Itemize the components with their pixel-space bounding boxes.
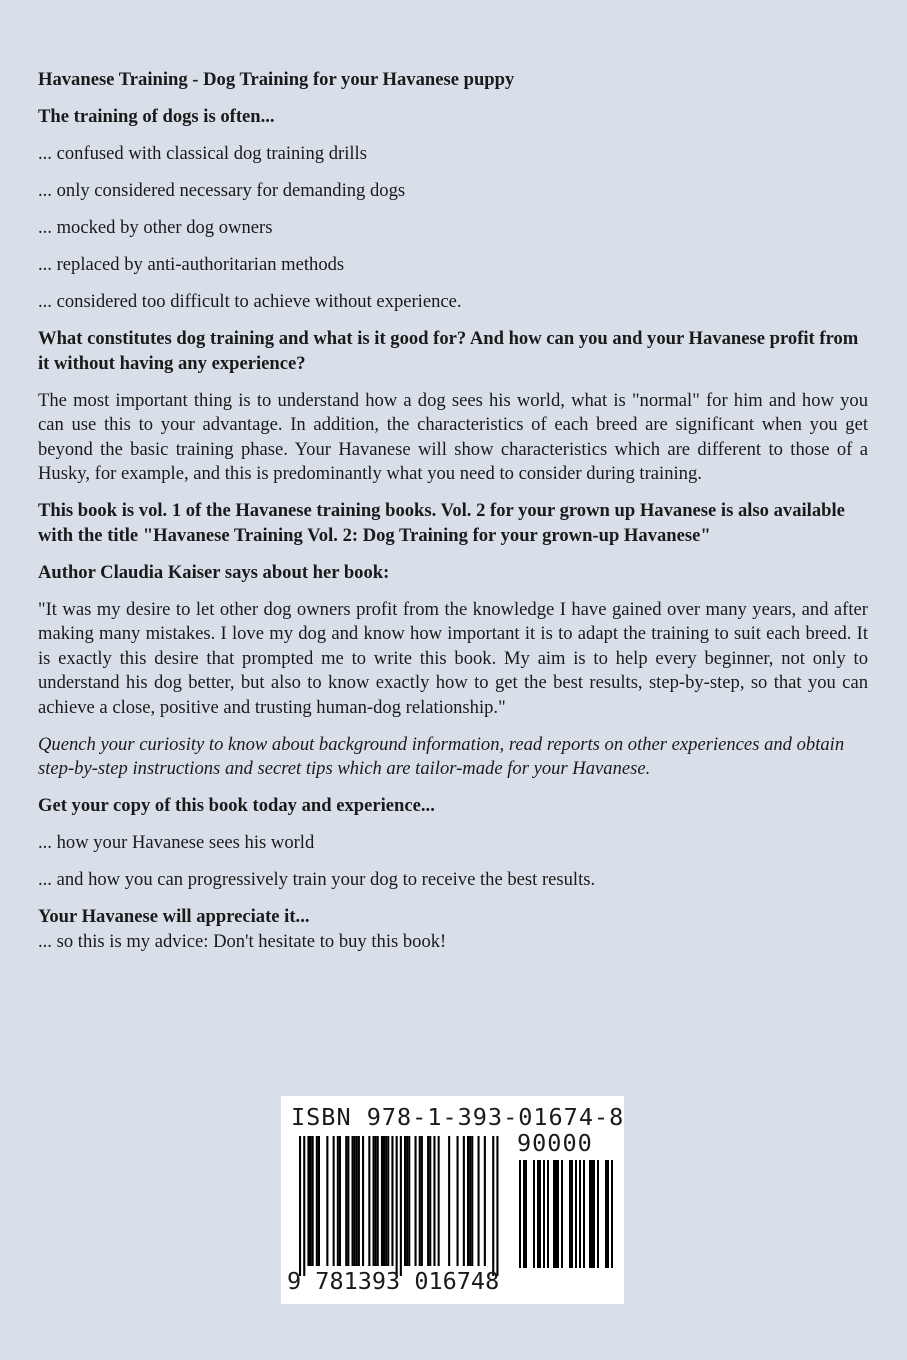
barcode-bar [345,1136,347,1266]
body-paragraph: The most important thing is to understand how a dog sees his world, what is "normal" for him and how you can use this to your advantage. In addition, the characteristics of each breed are significant when you get beyond the basic training phase. Your Havanese will show characteristics which are different to those of a Husky, for example, and this is predominantly what you need to consider during training. [38,389,868,484]
addon-bar [557,1160,559,1268]
addon-bar [547,1160,549,1268]
barcode-bar [362,1136,364,1266]
barcode-bar [385,1136,387,1266]
barcode-bar [387,1136,389,1266]
barcode-bar [303,1136,305,1276]
barcode-bar [352,1136,354,1266]
barcode-bar [333,1136,335,1266]
barcode-bar [492,1136,494,1276]
intro-heading: The training of dogs is often... [38,106,275,127]
barcode-bar [484,1136,486,1266]
addon-bar [607,1160,609,1268]
barcode-bar [467,1136,469,1266]
barcode-bar [478,1136,480,1266]
addon-bar [561,1160,563,1268]
barcode-bar [396,1136,398,1276]
addon-bar [605,1160,607,1268]
barcode-bar [438,1136,440,1266]
barcode-bar [358,1136,360,1266]
barcode-bar [354,1136,356,1266]
book-title: Havanese Training - Dog Training for your Havanese puppy [38,69,515,90]
addon-bar [579,1160,581,1268]
barcode-bar [381,1136,383,1266]
barcode-bar [415,1136,417,1266]
barcode-bar [419,1136,421,1266]
cta-item: ... how your Havanese sees his world [38,832,315,853]
addon-bar [519,1160,521,1268]
closing-line: ... so this is my advice: Don't hesitate to buy this book! [38,930,447,952]
back-cover-text [38,68,868,967]
italic-note: Quench your curiosity to know about background information, read reports on other experiences and obtain step-by-step instructions and secret tips which are tailor-made for your Havanese. [38,733,845,779]
barcode-bar [408,1136,410,1266]
barcode-bar [463,1136,465,1266]
barcode-bar [307,1136,309,1266]
barcode-bar [368,1136,370,1266]
intro-item: ... considered too difficult to achieve without experience. [38,291,462,312]
barcode-bar [421,1136,423,1266]
addon-bar [589,1160,591,1268]
intro-item: ... mocked by other dog owners [38,217,273,238]
addon-bar [591,1160,593,1268]
barcode-bar [383,1136,385,1266]
addon-bar [533,1160,535,1268]
barcode-bar [318,1136,320,1266]
addon-bar [539,1160,541,1268]
barcode-bar [429,1136,431,1266]
isbn-barcode [281,1096,624,1304]
addon-bar [611,1160,613,1268]
barcode-bar [310,1136,312,1266]
barcode-bar [400,1136,402,1276]
barcode-bar [316,1136,318,1266]
isbn-label: ISBN 978-1-393-01674-8 [291,1103,625,1131]
author-heading: Author Claudia Kaiser says about her book: [38,561,390,583]
cta-heading: Get your copy of this book today and experience... [38,795,435,816]
addon-bar [553,1160,555,1268]
addon-digits: 90000 [517,1129,593,1157]
addon-bar [525,1160,527,1268]
barcode-bar [377,1136,379,1266]
barcode-bar [339,1136,341,1266]
barcode-bar [312,1136,314,1266]
addon-bar [555,1160,557,1268]
intro-item: ... only considered necessary for demanding dogs [38,180,406,201]
cta-item: ... and how you can progressively train your dog to receive the best results. [38,869,596,890]
barcode-bar [427,1136,429,1266]
barcode-bar [404,1136,406,1266]
addon-bar [571,1160,573,1268]
barcode-bar [496,1136,498,1276]
addon-bar [583,1160,585,1268]
barcode-bar [433,1136,435,1266]
addon-bar [569,1160,571,1268]
barcode-bar [457,1136,459,1266]
question-paragraph: What constitutes dog training and what is it good for? And how can you and your Havanese profit from it without having any experience? [38,328,859,374]
barcode-bar [469,1136,471,1266]
barcode-bar [356,1136,358,1266]
intro-item: ... confused with classical dog training drills [38,143,367,164]
barcode-bar [347,1136,349,1266]
addon-bar [593,1160,595,1268]
addon-bar [537,1160,539,1268]
author-quote: "It was my desire to let other dog owners profit from the knowledge I have gained over many years, and after making many mistakes. I love my dog and know how important it is to adapt the training to suit each breed. It is exactly this desire that prompted me to write this book. My aim is to help every beginner, not only to understand his dog better, but also to know exactly how to get the best results, step-by-step, so that you can achieve a close, positive and trusting human-dog relationship." [38,598,868,718]
barcode-digits: 9 781393 016748 [287,1267,500,1295]
barcode-bar [375,1136,377,1266]
addon-bar [597,1160,599,1268]
intro-item: ... replaced by anti-authoritarian methods [38,254,345,275]
addon-bar [523,1160,525,1268]
volume-note: This book is vol. 1 of the Havanese training books. Vol. 2 for your grown up Havanese is also available with the title "Havanese Training Vol. 2: Dog Training for your grown-up Havanese" [38,500,845,546]
barcode-bar [406,1136,408,1266]
barcode-bar [337,1136,339,1266]
closing-heading: Your Havanese will appreciate it... [38,906,310,927]
barcode-bar [391,1136,393,1266]
barcode-bar [326,1136,328,1266]
barcode-bar [299,1136,301,1276]
addon-bar [543,1160,545,1268]
barcode-bar [448,1136,450,1266]
addon-bar [575,1160,577,1268]
barcode-bar [471,1136,473,1266]
barcode-bar [373,1136,375,1266]
